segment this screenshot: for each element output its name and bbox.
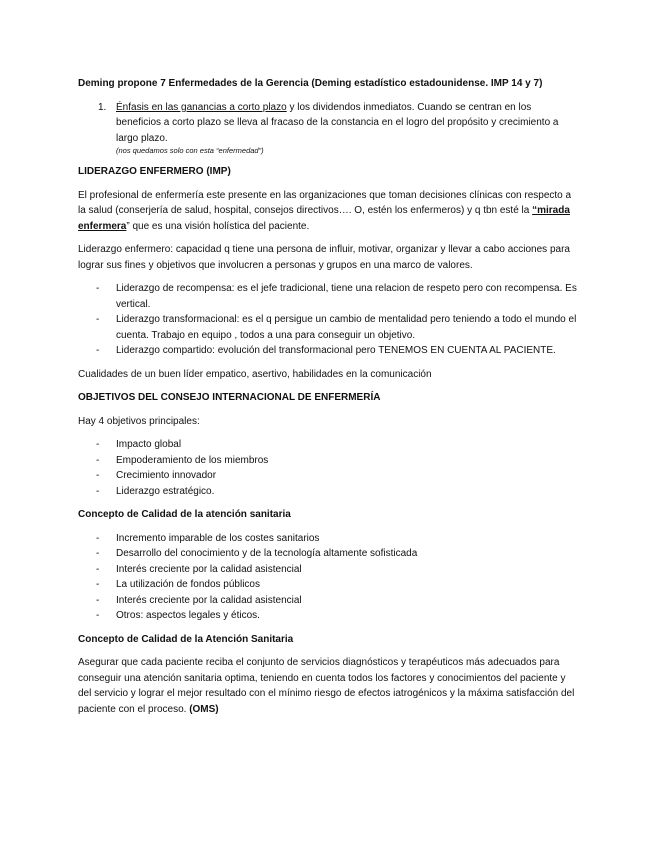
list-item: - Liderazgo de recompensa: es el jefe tradicional, tiene una relacion de respeto pero con recompensa. Es vertical. [78, 281, 578, 312]
document-title [78, 76, 578, 92]
list-item: - Interés creciente por la calidad asistencial [78, 562, 578, 578]
italic-note: (nos quedamos solo con esta “enfermedad”) [116, 146, 264, 155]
paragraph-objetivos-intro: Hay 4 objetivos principales: [78, 415, 200, 427]
title-main: Deming propone 7 Enfermedades de la Gerencia ( [78, 78, 315, 89]
list-number: 1. [98, 101, 107, 113]
paragraph-liderazgo-1 [78, 188, 578, 235]
list-item: - Desarrollo del conocimiento y de la tecnología altamente sofisticada [78, 546, 578, 562]
text-span: Asegurar que cada paciente reciba el conjunto de servicios diagnósticos y terapéuticos más adecuados para conseguir una atención sanitaria optima, teniendo en cuenta todos los factores y conocimientos del paciente y del servicio y lograr el mejor resultado con el mínimo riesgo de efectos iatrogénicos y la máxima satisfacción del paciente con el proceso. [78, 657, 575, 715]
paragraph-liderazgo-2: Liderazgo enfermero: capacidad q tiene una persona de influir, motivar, organizar y llevar a cabo acciones para lograr sus fines y objetivos que involucren a personas y grupos en una marco de valores. [78, 244, 570, 271]
list-item: - Otros: aspectos legales y éticos. [78, 608, 578, 624]
oms-text: (OMS) [189, 703, 219, 715]
list-item: - Interés creciente por la calidad asistencial [78, 593, 578, 609]
list-item-text: y los dividendos inmediatos. Cuando se centran en los beneficios a corto plazo se lleva al fracaso de la constancia en el logro del propósito y crecimiento a largo plazo. [116, 101, 559, 144]
list-item: - Incremento imparable de los costes sanitarios [78, 531, 578, 547]
text-span: ” que es una visión holística del paciente. [126, 220, 310, 232]
enfermedades-list [78, 100, 578, 157]
section-heading-concepto-2: Concepto de Calidad de la Atención Sanitaria [78, 633, 294, 645]
underlined-text: Énfasis en las ganancias a corto plazo [116, 101, 287, 113]
list-item: - Liderazgo estratégico. [78, 484, 578, 500]
section-heading-liderazgo: LIDERAZGO ENFERMERO (IMP) [78, 166, 231, 177]
list-item: - Empoderamiento de los miembros [78, 453, 578, 469]
text-span: El profesional de enfermería este presente en las organizaciones que toman decisiones clínicas con respecto a la salud (conserjería de salud, hospital, consejos directivos…. O, estén los enfermeros) y q tbn esté la [78, 189, 572, 216]
concepto-list [78, 531, 578, 624]
list-item: - Liderazgo transformacional: es el q persigue un cambio de mentalidad pero teniendo a todo el mundo el cuenta. Trabajo en equipo , todos a una para conseguir un objetivo. [78, 312, 578, 343]
title-rest: Deming estadístico estadounidense. IMP 14 y 7) [314, 78, 543, 89]
list-item: - Liderazgo compartido: evolución del transformacional pero TENEMOS EN CUENTA AL PACIENTE. [78, 343, 578, 359]
list-item: - Impacto global [78, 437, 578, 453]
list-item [78, 100, 578, 157]
list-item: - Crecimiento innovador [78, 468, 578, 484]
paragraph-concepto-2 [78, 655, 578, 717]
mirada-enfermera-text: “mirada enfermera [78, 205, 570, 232]
list-item: - La utilización de fondos públicos [78, 577, 578, 593]
objetivos-list [78, 437, 578, 499]
section-heading-concepto-1: Concepto de Calidad de la atención sanitaria [78, 509, 291, 520]
liderazgo-types-list [78, 281, 578, 359]
section-heading-objetivos: OBJETIVOS DEL CONSEJO INTERNACIONAL DE ENFERMERÍA [78, 392, 381, 403]
document-content [78, 76, 578, 725]
paragraph-cualidades: Cualidades de un buen líder empatico, asertivo, habilidades en la comunicación [78, 368, 432, 380]
